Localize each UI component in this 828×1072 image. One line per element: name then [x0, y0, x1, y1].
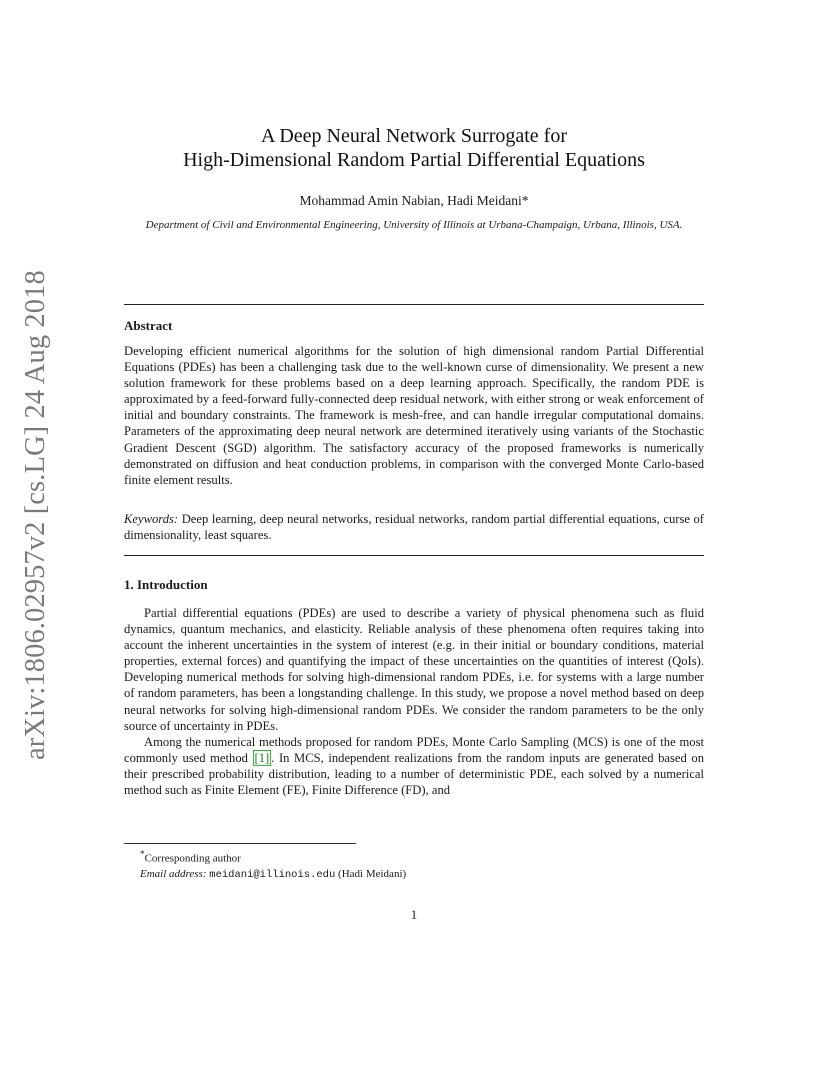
introduction-heading: 1. Introduction [124, 577, 208, 592]
affiliation: Department of Civil and Environmental Engineering, University of Illinois at Urbana-Champaign, Urbana, Illinois, USA. [145, 219, 683, 231]
paper-title-line-1: A Deep Neural Network Surrogate for [260, 125, 567, 147]
introduction-body [124, 605, 704, 798]
intro-paragraph-1: Partial differential equations (PDEs) are used to describe a variety of physical phenomena such as fluid dynamics, quantum mechanics, and elasticity. Reliable analysis of these phenomena often requires taking into account the inherent uncertainties in the system of interest (e.g. in their initial or boundary conditions, material properties, external forces) and quantifying the impact of these uncertainties on the quantities of interest (QoIs). Developing numerical methods for solving high-dimensional random PDEs, i.e. for systems with a large number of random parameters, has been a longstanding challenge. In this study, we propose a novel method based on deep neural networks for solving high-dimensional random PDEs. We consider the random parameters to be the only source of uncertainty in PDEs. [124, 606, 704, 733]
footnote-corresponding [140, 847, 700, 867]
abstract-heading: Abstract [124, 318, 173, 333]
citation-link[interactable]: [1] [254, 750, 270, 765]
arxiv-stamp: arXiv:1806.02957v2 [cs.LG] 24 Aug 2018 [20, 270, 51, 760]
keywords-text: Deep learning, deep neural networks, residual networks, random partial differential equations, curse of dimensionality, least squares. [124, 512, 705, 543]
footnote [140, 847, 700, 883]
email-address[interactable]: meidani@illinois.edu [209, 868, 336, 881]
authors: Mohammad Amin Nabian, Hadi Meidani* [299, 193, 529, 208]
keywords-label: Keywords: [124, 512, 179, 526]
abstract-text: Developing efficient numerical algorithms for the solution of high dimensional random Partial Differential Equations (PDEs) has been a challenging task due to the well-known curse of dimensionality. We present a new solution framework for these problems based on a deep learning approach. Specifically, the random PDE is approximated by a feed-forward fully-connected deep residual network, with either strong or weak enforcement of initial and boundary constraints. The framework is mesh-free, and can handle irregular computational domains. Parameters of the approximating deep neural network are determined iteratively using variants of the Stochastic Gradient Descent (SGD) algorithm. The satisfactory accuracy of the proposed frameworks is numerically demonstrated on diffusion and heat conduction problems, in comparison with the converged Monte Carlo-based finite element results. [124, 344, 704, 487]
abstract-bottom-rule [124, 555, 704, 556]
intro-paragraph-2 [124, 734, 704, 798]
intro-paragraph-2-end: . In MCS, independent realizations from the random inputs are generated based on their prescribed probability distribution, leading to a number of deterministic PDE, each solved by a numerical method such as Finite Element (FE), Finite Difference (FD), and [124, 750, 704, 798]
email-label: Email address: [140, 867, 207, 880]
paper-title-line-2: High-Dimensional Random Partial Differential Equations [183, 149, 645, 171]
abstract-top-rule [124, 304, 704, 305]
footnote-marker: * [140, 849, 145, 859]
intro-paragraph-2-start: Among the numerical methods proposed for random PDEs, Monte Carlo Sampling (MCS) is one of the most commonly used method [124, 734, 704, 765]
keywords [124, 511, 704, 543]
footnote-rule [124, 843, 356, 844]
page-number: 1 [410, 907, 418, 922]
footnote-corresponding-text: Corresponding author [144, 852, 241, 865]
footnote-email-line [140, 867, 700, 883]
email-owner: (Hadi Meidani) [338, 867, 407, 880]
